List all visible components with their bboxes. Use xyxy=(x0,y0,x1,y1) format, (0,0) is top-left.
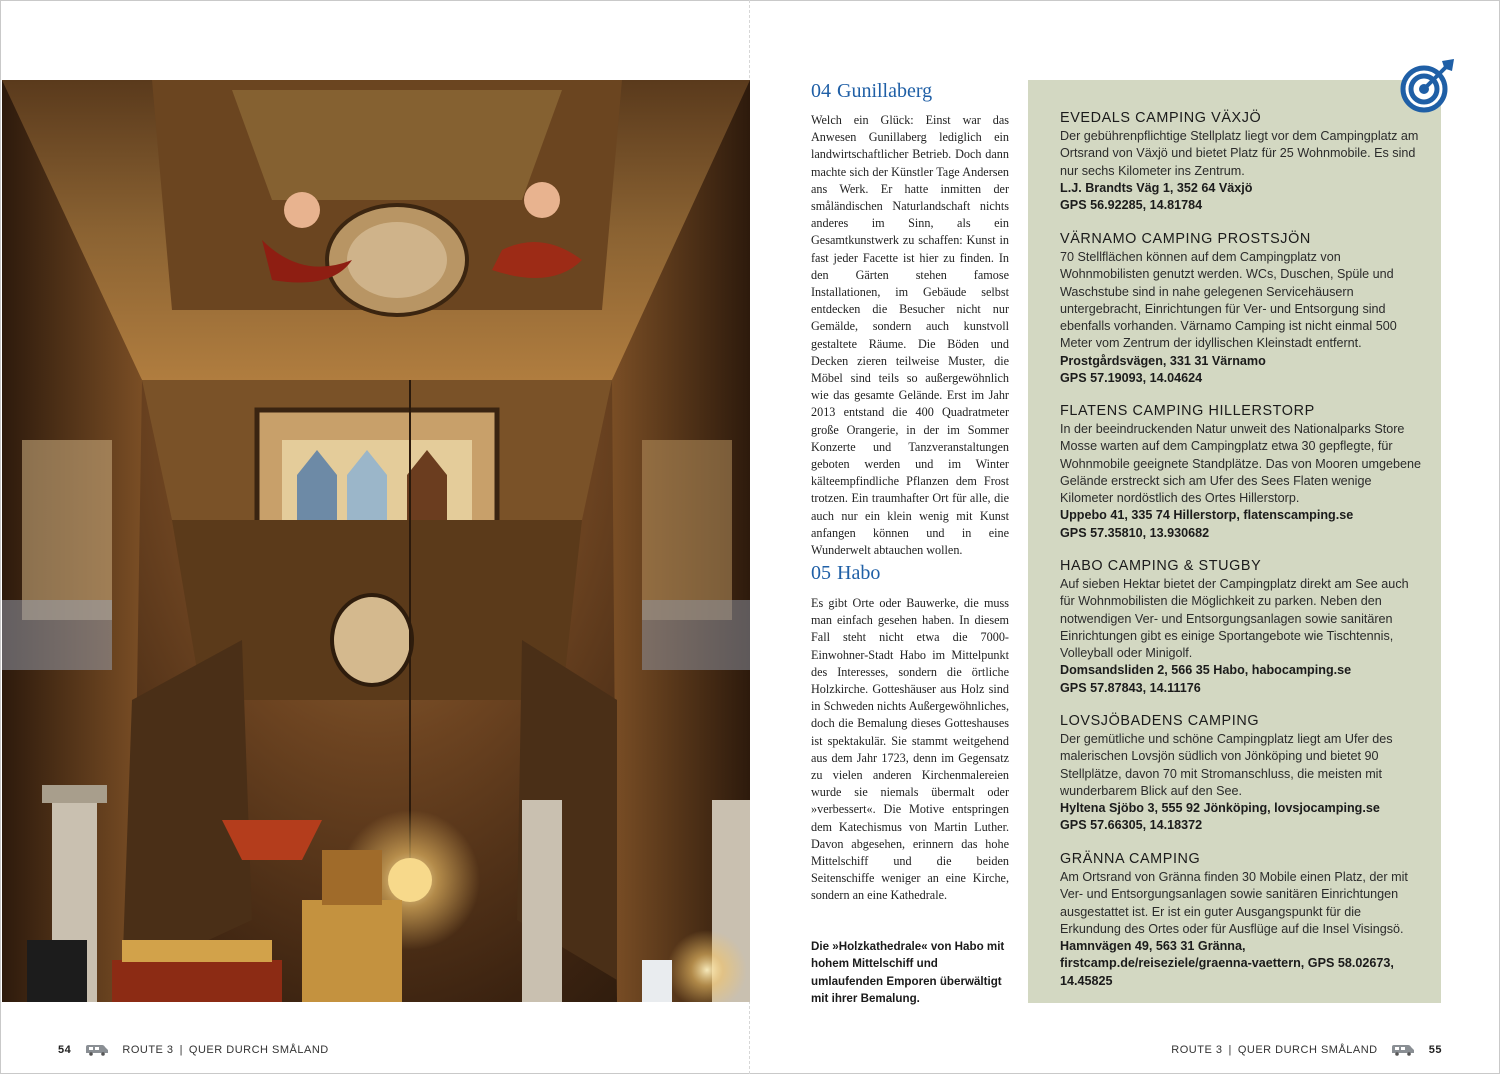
section-body-habo: Es gibt Orte oder Bauwerke, die muss man einfach gesehen haben. In diesem Fall steht nicht etwa die 7000-Einwohner-Stadt Habo im Mittelpunkt des Interesses, sondern die örtliche Holzkirche. Gotteshäuser aus Holz sind in Schweden nichts Außergewöhnliches, doch die Bemalung dieses Gotteshauses ist spektakulär. Sie stammt weitgehend aus dem Jahr 1723, denn im Gegensatz zu vielen anderen Kirchenmalereien wurde sie niemals übermalt oder »verbessert«. Die Motive entspringen dem Katechismus von Martin Luther. Davon abgesehen, erinnern das hohe Mittelschiff und die beiden Seitenschiffe weniger an eine Kirche, sondern an eine Kathedrale. xyxy=(811,596,1009,903)
campsite-entry xyxy=(1060,712,1422,835)
campsite-address: Hamnvägen 49, 563 31 Gränna, firstcamp.de/reiseziele/graenna-vaettern, GPS 58.02673, 14.45825 xyxy=(1060,939,1394,988)
page-number-left: 54 xyxy=(58,1044,72,1056)
campsite-name: GRÄNNA CAMPING xyxy=(1060,851,1201,867)
footer-left xyxy=(58,1043,329,1057)
campsite-address: Hyltena Sjöbo 3, 555 92 Jönköping, lovsjocamping.se xyxy=(1060,801,1380,816)
campsite-description: Am Ortsrand von Gränna finden 30 Mobile einen Platz, der mit Ver- und Entsorgungsanlagen sowie sanitären Einrichtungen ausgestattet ist. Er ist ein guter Ausgangspunkt für die Erkundung des Ortes oder für Ausflüge auf die Insel Visingsö. xyxy=(1060,870,1408,936)
church-interior-photo xyxy=(2,80,750,1002)
campsite-entry xyxy=(1060,402,1422,542)
section-number: 05 xyxy=(811,562,831,584)
photo-caption: Die »Holzkathedrale« von Habo mit hohem Mittelschiff und umlaufenden Emporen überwältigt mit ihrer Bemalung. xyxy=(811,940,1005,1005)
campsite-description: In der beeindruckenden Natur unweit des Nationalparks Store Mosse warten auf dem Campingplatz etwa 30 gepflegte, für Wohnmobile geeignete Standplätze. Das von Mooren umgebene Gelände erstreckt sich am Ufer des Sees Flaten wenige Kilometer nordöstlich des Ortes Hillerstorp. xyxy=(1060,422,1422,506)
campsite-description: Der gemütliche und schöne Campingplatz liegt am Ufer des malerischen Lovsjön südlich von Jönköping und bietet 90 Stellplätze, davon 70 mit Stromanschluss, die meisten mit wunderbarem Blick auf den See. xyxy=(1060,732,1393,798)
route-label: ROUTE 3 xyxy=(1171,1044,1223,1056)
campsite-address: Uppebo 41, 335 74 Hillerstorp, flatenscamping.se xyxy=(1060,508,1354,523)
camper-van-icon xyxy=(1391,1044,1415,1056)
campsite-address: L.J. Brandts Väg 1, 352 64 Växjö xyxy=(1060,180,1253,195)
section-heading-gunillaberg xyxy=(811,80,932,102)
campsite-description: Auf sieben Hektar bietet der Campingplatz direkt am See auch für Wohnmobilisten die Möglichkeit zu parken. Neben den notwendigen Ver- und Entsorgungsanlagen sowie sanitären Einrichtungen gibt es einige Sportangebote wie Tischtennis, Volleyball oder Minigolf. xyxy=(1060,577,1409,661)
campsite-entry xyxy=(1060,109,1422,214)
church-interior-illustration xyxy=(2,80,750,1002)
chapter-label: QUER DURCH SMÅLAND xyxy=(1237,1044,1378,1056)
campsite-description: 70 Stellflächen können auf dem Campingplatz von Wohnmobilisten genutzt werden. WCs, Duschen, Spüle und Waschstube sind in nahe gelegenen Servicehäusern untergebracht, Einrichtungen für Ver- und Entsorgung sind ebenfalls vorhanden. Värnamo Camping ist nicht einmal 500 Meter vom Zentrum der idyllischen Kleinstadt entfernt. xyxy=(1060,250,1397,351)
page-number-right: 55 xyxy=(1428,1044,1442,1056)
section-body-gunillaberg: Welch ein Glück: Einst war das Anwesen Gunillaberg lediglich ein landwirtschaftlicher Betrieb. Doch dann machte sich der Künstler Tage Andersen ans Werk. Er hatte inmitten der småländischen Naturlandschaft nichts anderes im Sinn, als ein Gesamtkunstwerk zu schaffen: Kunst in fast jeder Facette ist hier zu finden. In den Gärten stehen famose Installationen, im Gebäude selbst entdecken die Besucher nicht nur Gemälde, sondern auch kunstvoll gestaltete Räume. Die Böden und Decken zieren teilweise Muster, die Möbel sind teils so außergewöhnlich wie das gesamte Gelände. Erst im Jahr 2013 entstand die 400 Quadratmeter große Orangerie, in der im Sommer Konzerte und Tanzveranstaltungen geboten werden und im Winter kälteempfindliche Pflanzen dem Frost trotzen. Ein traumhafter Ort für alle, die auch nur ein klein wenig mit Kunst anfangen können und in eine Wunderwelt abtauchen wollen. xyxy=(811,113,1009,558)
campsite-gps: GPS 57.35810, 13.930682 xyxy=(1060,525,1210,540)
campsite-entry xyxy=(1060,230,1422,387)
footer-right xyxy=(1171,1043,1442,1057)
campsite-entry xyxy=(1060,557,1422,697)
footer-separator: | xyxy=(179,1044,183,1056)
target-icon xyxy=(1400,57,1458,113)
campsite-address: Domsandsliden 2, 566 35 Habo, habocamping.se xyxy=(1060,663,1352,678)
campsite-gps: GPS 57.87843, 14.11176 xyxy=(1060,680,1201,695)
campsite-gps: GPS 57.66305, 14.18372 xyxy=(1060,818,1203,833)
campsite-name: VÄRNAMO CAMPING PROSTSJÖN xyxy=(1060,231,1311,247)
section-title: Habo xyxy=(837,562,881,584)
footer-separator: | xyxy=(1228,1044,1232,1056)
section-title: Gunillaberg xyxy=(837,80,933,102)
camper-van-icon xyxy=(85,1044,109,1056)
campsite-name: HABO CAMPING & STUGBY xyxy=(1060,558,1262,574)
campsite-name: LOVSJÖBADENS CAMPING xyxy=(1060,713,1260,729)
campsite-description: Der gebührenpflichtige Stellplatz liegt vor dem Campingplatz am Ortsrand von Växjö und bietet Platz für 25 Wohnmobile. Es sind nur sechs Kilometer ins Zentrum. xyxy=(1060,129,1419,178)
section-number: 04 xyxy=(811,80,831,102)
section-heading-habo xyxy=(811,562,880,584)
campsite-gps: GPS 56.92285, 14.81784 xyxy=(1060,198,1203,213)
chapter-label: QUER DURCH SMÅLAND xyxy=(188,1044,329,1056)
route-label: ROUTE 3 xyxy=(122,1044,174,1056)
campsite-name: EVEDALS CAMPING VÄXJÖ xyxy=(1060,110,1262,126)
campsite-entry xyxy=(1060,850,1422,990)
campsite-address: Prostgårdsvägen, 331 31 Värnamo xyxy=(1060,353,1266,368)
campsite-name: FLATENS CAMPING HILLERSTORP xyxy=(1060,403,1315,419)
campsite-gps: GPS 57.19093, 14.04624 xyxy=(1060,371,1203,386)
